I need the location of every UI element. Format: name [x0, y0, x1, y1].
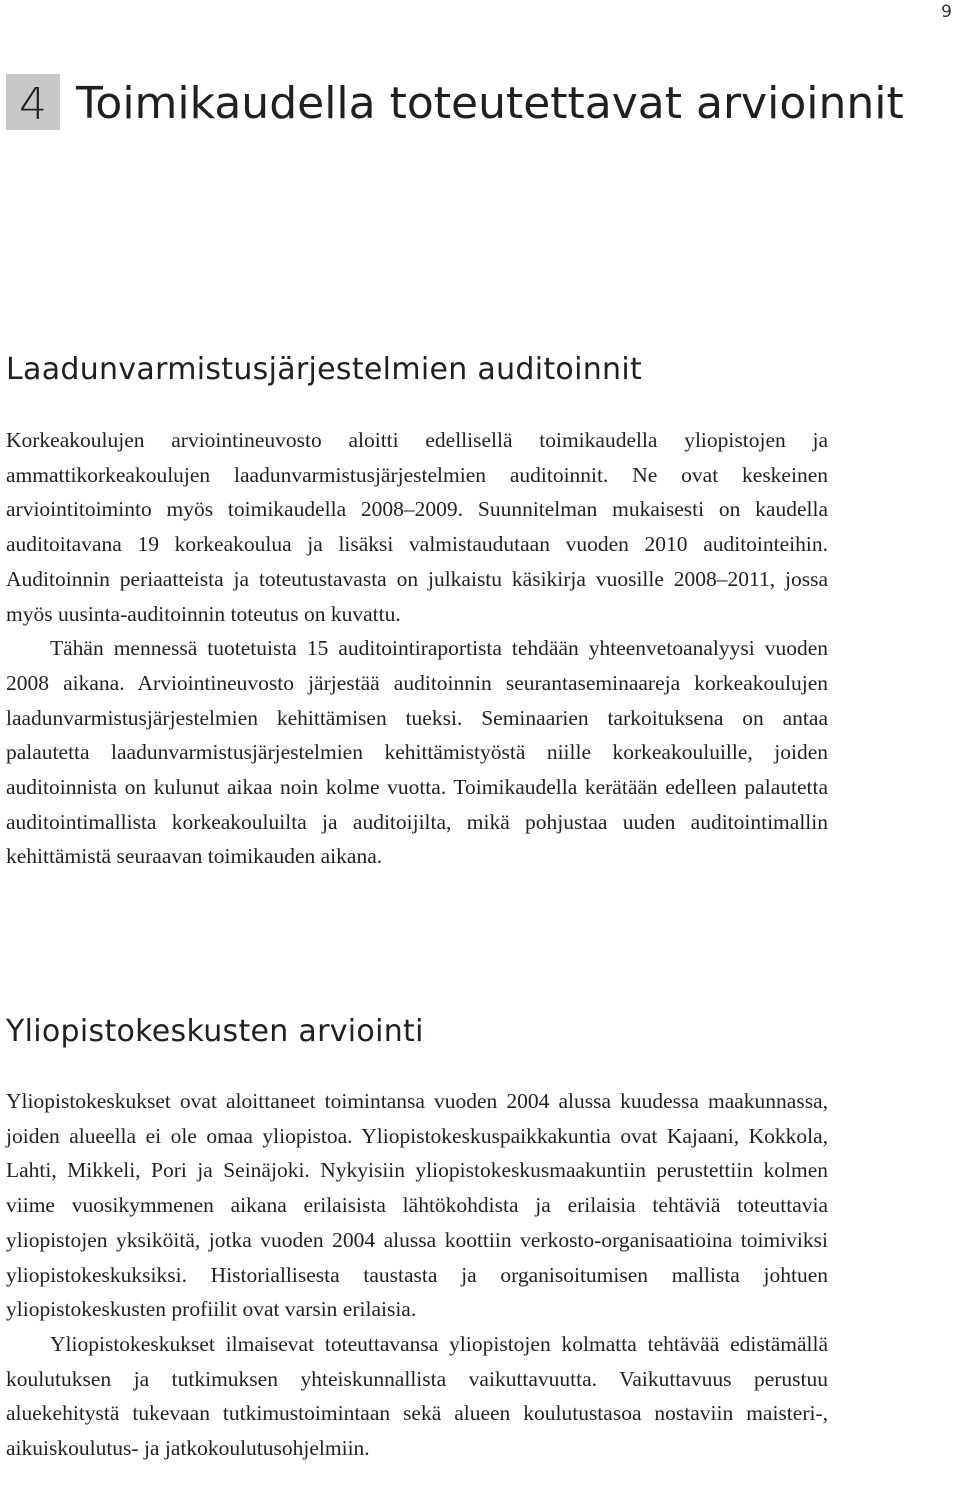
chapter-number: 4	[6, 74, 60, 130]
page-number: 9	[941, 2, 952, 22]
paragraph: Tähän mennessä tuotetuista 15 auditointiraportista tehdään yhteenvetoanalyysi vuoden 2008 aikana. Arviointineuvosto järjestää auditoinnin seurantaseminaareja korkeakoulujen laadunvarmistusjärjestelmien kehittämisen tueksi. Seminaarien tarkoituksena on antaa palautetta laadunvarmistusjärjestelmien kehittämistyöstä niille korkeakouluille, joiden auditoinnista on kulunut aikaa noin kolme vuotta. Toimikaudella kerätään edelleen palautetta auditointimallista korkeakouluilta ja auditoijilta, mikä pohjustaa uuden auditointimallin kehittämistä seuraavan toimikauden aikana.	[6, 636, 828, 869]
paragraph: Korkeakoulujen arviointineuvosto aloitti edellisellä toimikaudella yliopistojen ja ammattikorkeakoulujen laadunvarmistusjärjestelmien auditoinnit. Ne ovat keskeinen arviointitoiminto myös toimikaudella 2008–2009. Suunnitelman mukaisesti on kaudella auditoitavana 19 korkeakoulua ja lisäksi valmistaudutaan vuoden 2010 auditointeihin. Auditoinnin periaatteista ja toteutustavasta on julkaistu käsikirja vuosille 2008–2011, jossa myös uusinta-auditoinnin toteutus on kuvattu.	[6, 428, 828, 626]
paragraph: Yliopistokeskukset ilmaisevat toteuttavansa yliopistojen kolmatta tehtävää edistämällä koulutuksen ja tutkimuksen yhteiskunnallista vaikuttavuutta. Vaikuttavuus perustuu aluekehitystä tukevaan tutkimustoimintaan sekä alueen koulutustasoa nostaviin maisteri-, aikuiskoulutus- ja jatkokoulutusohjelmiin.	[6, 1331, 828, 1461]
chapter-heading	[6, 74, 906, 133]
paragraph: Yliopistokeskukset ovat aloittaneet toimintansa vuoden 2004 alussa kuudessa maakunnassa, joiden alueella ei ole omaa yliopistoa. Yliopistokeskuspaikkakuntia ovat Kajaani, Kokkola, Lahti, Mikkeli, Pori ja Seinäjoki. Nykyisiin yliopistokeskusmaakuntiin perustettiin kolmen viime vuosikymmenen aikana erilaisista lähtökohdista ja erilaisia tehtäviä toteuttavia yliopistojen yksiköitä, jotka vuoden 2004 alussa koottiin verkosto-organisaatioina toimiviksi yliopistokeskuksiksi. Historiallisesta taustasta ja organisoitumisen mallista johtuen yliopistokeskusten profiilit ovat varsin erilaisia.	[6, 1089, 828, 1322]
section-heading-audits: Laadunvarmistusjärjestelmien auditoinnit	[6, 352, 643, 387]
section-body-university-centres	[6, 1084, 828, 1466]
section-heading-university-centres: Yliopistokeskusten arviointi	[6, 1014, 424, 1049]
section-body-audits	[6, 423, 828, 874]
chapter-title: Toimikaudella toteutettavat arvioinnit	[76, 78, 904, 129]
